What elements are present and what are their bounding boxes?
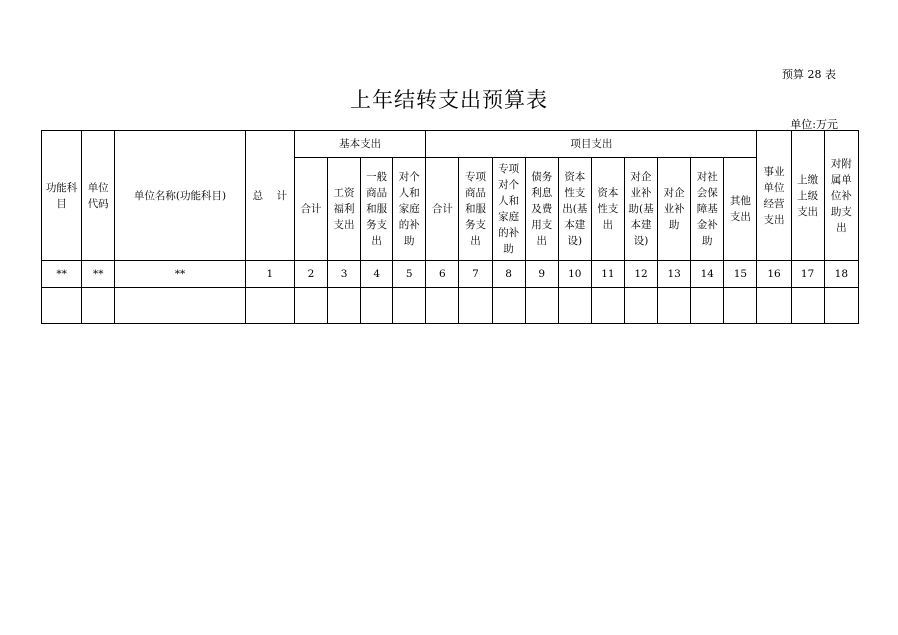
header-basic-col: 合计: [294, 158, 327, 261]
data-cell: [82, 288, 115, 324]
data-cell: [558, 288, 591, 324]
index-cell: **: [42, 261, 82, 288]
header-tail-col: 对附属单位补助支出: [824, 131, 858, 261]
index-cell: 16: [757, 261, 791, 288]
index-cell: 11: [591, 261, 624, 288]
data-cell: [791, 288, 824, 324]
data-cell: [115, 288, 245, 324]
index-cell: 7: [459, 261, 492, 288]
index-cell: 10: [558, 261, 591, 288]
data-cell: [724, 288, 757, 324]
unit-label: 单位:万元: [790, 118, 838, 131]
group-basic-expenditure: 基本支出: [294, 131, 425, 158]
index-cell: 8: [492, 261, 525, 288]
data-cell: [691, 288, 724, 324]
data-cell: [459, 288, 492, 324]
index-cell: 15: [724, 261, 757, 288]
index-cell: 17: [791, 261, 824, 288]
header-func-code: 功能科目: [42, 131, 82, 261]
header-project-col: 对企业补助: [658, 158, 691, 261]
index-cell: **: [82, 261, 115, 288]
index-cell: 1: [245, 261, 294, 288]
data-cell: [42, 288, 82, 324]
form-number: 预算 28 表: [782, 68, 836, 81]
data-cell: [328, 288, 361, 324]
data-cell: [525, 288, 558, 324]
header-project-col: 对企业补助(基本建设): [624, 158, 657, 261]
data-cell: [492, 288, 525, 324]
header-project-col: 对社会保障基金补助: [691, 158, 724, 261]
data-cell: [824, 288, 858, 324]
data-cell: [624, 288, 657, 324]
header-total: 总 计: [245, 131, 294, 261]
index-cell: 2: [294, 261, 327, 288]
header-unit-code: 单位代码: [82, 131, 115, 261]
data-cell: [294, 288, 327, 324]
data-cell: [658, 288, 691, 324]
data-cell: [591, 288, 624, 324]
header-project-col: 专项对个人和家庭的补助: [492, 158, 525, 261]
header-tail-col: 上缴上级支出: [791, 131, 824, 261]
header-project-col: 专项商品和服务支出: [459, 158, 492, 261]
header-project-col: 合计: [426, 158, 459, 261]
header-basic-col: 对个人和家庭的补助: [393, 158, 426, 261]
data-cell: [393, 288, 426, 324]
data-cell: [426, 288, 459, 324]
data-cell: [245, 288, 294, 324]
index-cell: 18: [824, 261, 858, 288]
budget-table: [41, 130, 859, 324]
index-cell: 4: [361, 261, 393, 288]
header-project-col: 其他支出: [724, 158, 757, 261]
column-index-row: [42, 261, 859, 288]
index-cell: 13: [658, 261, 691, 288]
index-cell: 12: [624, 261, 657, 288]
header-tail-col: 事业单位经营支出: [757, 131, 791, 261]
header-unit-name: 单位名称(功能科目): [115, 131, 245, 261]
header-basic-col: 一般商品和服务支出: [361, 158, 393, 261]
header-basic-col: 工资福利支出: [328, 158, 361, 261]
header-project-col: 资本性支出: [591, 158, 624, 261]
data-cell: [757, 288, 791, 324]
index-cell: 5: [393, 261, 426, 288]
index-cell: 14: [691, 261, 724, 288]
group-project-expenditure: 项目支出: [426, 131, 757, 158]
header-project-col: 债务利息及费用支出: [525, 158, 558, 261]
index-cell: 9: [525, 261, 558, 288]
page-title: 上年结转支出预算表: [350, 88, 548, 112]
data-cell: [361, 288, 393, 324]
empty-data-row: [42, 288, 859, 324]
index-cell: **: [115, 261, 245, 288]
index-cell: 3: [328, 261, 361, 288]
header-project-col: 资本性支出(基本建设): [558, 158, 591, 261]
index-cell: 6: [426, 261, 459, 288]
